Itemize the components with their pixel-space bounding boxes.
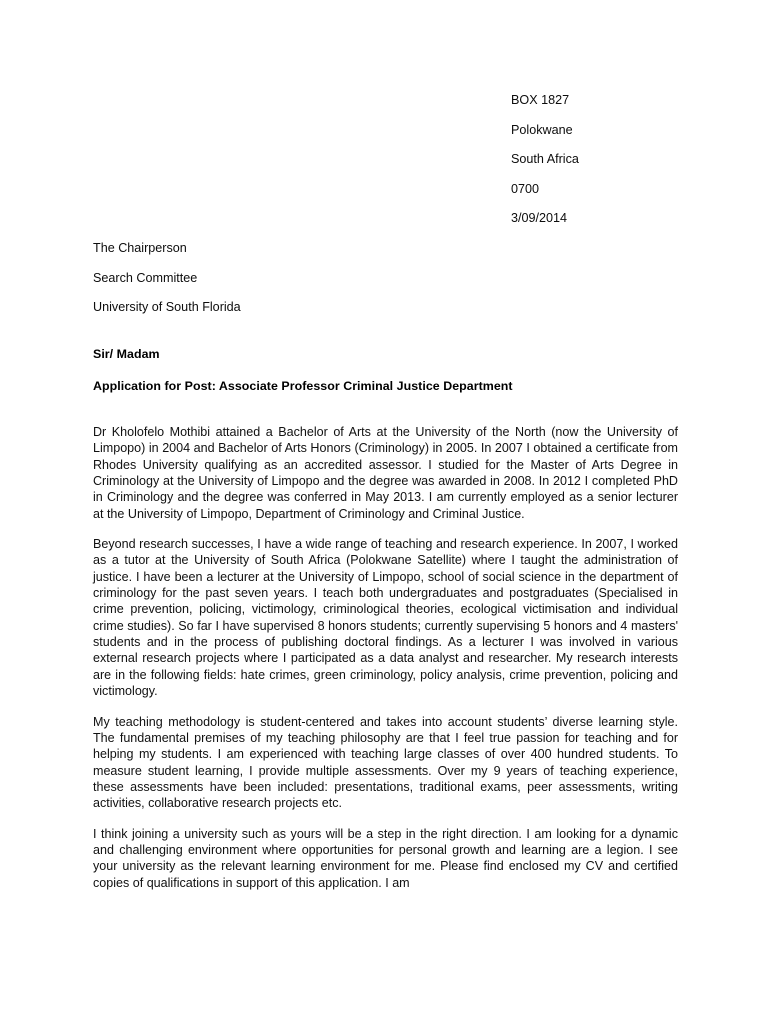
subject-line: Application for Post: Associate Professor Criminal Justice Department [93,379,513,393]
sender-address-line: South Africa [511,152,579,166]
body-paragraph: My teaching methodology is student-centered and takes into account students’ diverse learning style. The fundamental premises of my teaching philosophy are that I feel true passion for teaching and for helping my students. I am experienced with teaching large classes of over 400 hundred students. To measure student learning, I provide multiple assessments. Over my 9 years of teaching experience, these assessments have been included: presentations, traditional exams, peer assessments, writing activities, collaborative research projects etc. [93,714,678,811]
recipient-line: Search Committee [93,270,198,285]
recipient-line: The Chairperson [93,241,187,255]
sender-address-line: 0700 [511,181,540,196]
recipient-address-block [93,234,241,323]
salutation: Sir/ Madam [93,347,160,361]
sender-date: 3/09/2014 [511,211,568,225]
body-paragraph: Dr Kholofelo Mothibi attained a Bachelor of Arts at the University of the North (now the University of Limpopo) in 2004 and Bachelor of Arts Honors (Criminology) in 2005. In 2007 I obtained a certificate from Rhodes University qualifying as an accredited assessor. I studied for the Master of Arts Degree in Criminology at the University of Limpopo and the degree was awarded in 2008. In 2012 I completed PhD in Criminology and the degree was conferred in May 2013. I am currently employed as a senior lecturer at the University of Limpopo, Department of Criminology and Criminal Justice. [93,425,678,521]
recipient-line: University of South Florida [93,300,241,314]
body-paragraph: I think joining a university such as yours will be a step in the right direction. I am looking for a dynamic and challenging environment where opportunities for personal growth and learning are a legion. I see your university as the relevant learning environment for me. Please find enclosed my CV and certified copies of qualifications in support of this application. I am [93,826,678,890]
body-paragraph: Beyond research successes, I have a wide range of teaching and research experience. In 2007, I worked as a tutor at the University of South Africa (Polokwane Satellite) where I taught the administration of justice. I have been a lecturer at the University of Limpopo, school of social science in the department of criminology for the past seven years. I teach both undergraduates and postgraduates (Specialised in crime prevention, policing, victimology, criminological theories, ecological victimisation and individual crime studies). So far I have supervised 8 honors students; currently supervising 5 honors and 4 masters' students and in the process of publishing doctoral findings. As a lecturer I was involved in various external research projects where I participated as a data analyst and researcher. My research interests are in the following fields: hate crimes, green criminology, policy analysis, crime prevention, policing and victimology. [93,537,678,699]
sender-address-line: Polokwane [511,122,573,137]
sender-address-block [511,86,579,234]
sender-address-line: BOX 1827 [511,93,570,107]
letter-body [93,424,678,891]
